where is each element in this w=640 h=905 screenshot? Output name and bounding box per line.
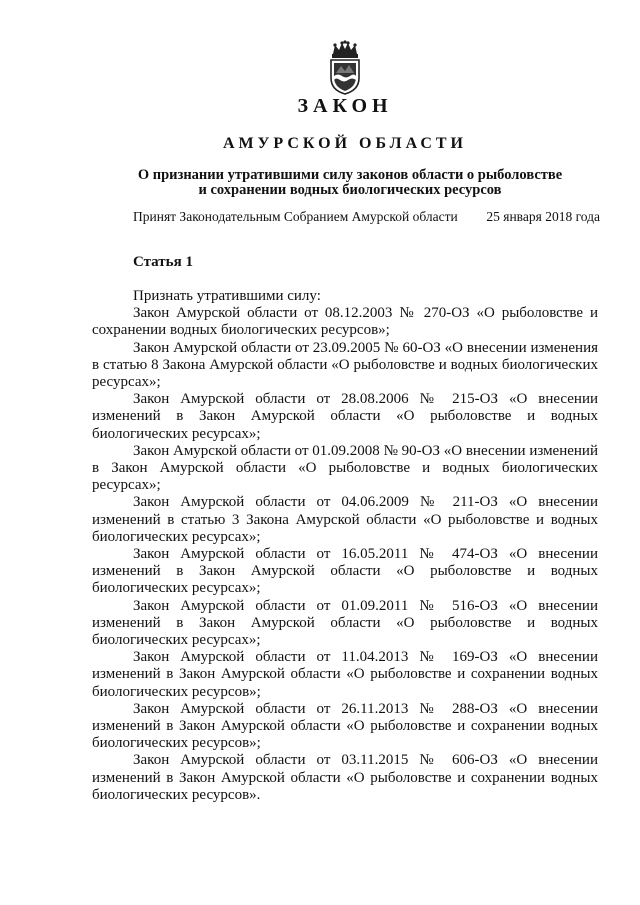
law-item: Закон Амурской области от 23.09.2005 № 60-ОЗ «О внесении изменения в статью 8 Закона Амурской области «О рыболовстве и водных биологических ресурсах»; — [92, 339, 598, 391]
adopted-by: Принят Законодательным Собранием Амурской области — [133, 209, 458, 224]
law-item: Закон Амурской области от 11.04.2013 № 169-ОЗ «О внесении изменений в Закон Амурской области «О рыболовстве и сохранении водных биологических ресурсов»; — [92, 649, 598, 700]
law-item: Закон Амурской области от 16.05.2011 № 474-ОЗ «О внесении изменений в Закон Амурской области «О рыболовстве и водных биологических ресурсах»; — [92, 546, 598, 597]
law-item: Закон Амурской области от 28.08.2006 № 215-ОЗ «О внесении изменений в Закон Амурской области «О рыболовстве и водных биологических ресурсах»; — [92, 391, 598, 442]
coat-of-arms-icon — [325, 40, 365, 96]
law-item: Закон Амурской области от 01.09.2008 № 90-ОЗ «О внесении изменений в Закон Амурской области «О рыболовстве и водных биологических ресурсах»; — [92, 442, 598, 494]
law-heading-line-2: и сохранении водных биологических ресурсов — [198, 182, 502, 198]
law-item: Закон Амурской области от 08.12.2003 № 270-ОЗ «О рыболовстве и сохранении водных биологических ресурсов»; — [92, 305, 598, 339]
article-body — [92, 288, 598, 804]
law-item: Закон Амурской области от 26.11.2013 № 288-ОЗ «О внесении изменений в Закон Амурской области «О рыболовстве и сохранении водных биологических ресурсов»; — [92, 700, 598, 752]
law-heading-line-1: О признании утратившими силу законов области о рыболовстве — [137, 167, 563, 183]
document-title: ЗАКОН — [297, 95, 393, 117]
article-intro: Признать утратившими силу: — [133, 288, 321, 304]
law-item: Закон Амурской области от 01.09.2011 № 516-ОЗ «О внесении изменений в Закон Амурской области «О рыболовстве и водных биологических ресурсах»; — [92, 597, 598, 649]
adopted-date: 25 января 2018 года — [486, 209, 600, 224]
law-item: Закон Амурской области от 04.06.2009 № 211-ОЗ «О внесении изменений в статью 3 Закона Амурской области «О рыболовстве и водных биологических ресурсах»; — [92, 494, 598, 545]
adoption-line — [133, 209, 600, 225]
coat-of-arms-emblem — [325, 40, 365, 96]
article-title: Статья 1 — [133, 254, 193, 270]
document-subtitle: АМУРСКОЙ ОБЛАСТИ — [223, 135, 467, 152]
law-heading — [120, 168, 580, 198]
law-item: Закон Амурской области от 03.11.2015 № 606-ОЗ «О внесении изменений в Закон Амурской области «О рыболовстве и сохранении водных биологических ресурсов». — [92, 752, 598, 803]
